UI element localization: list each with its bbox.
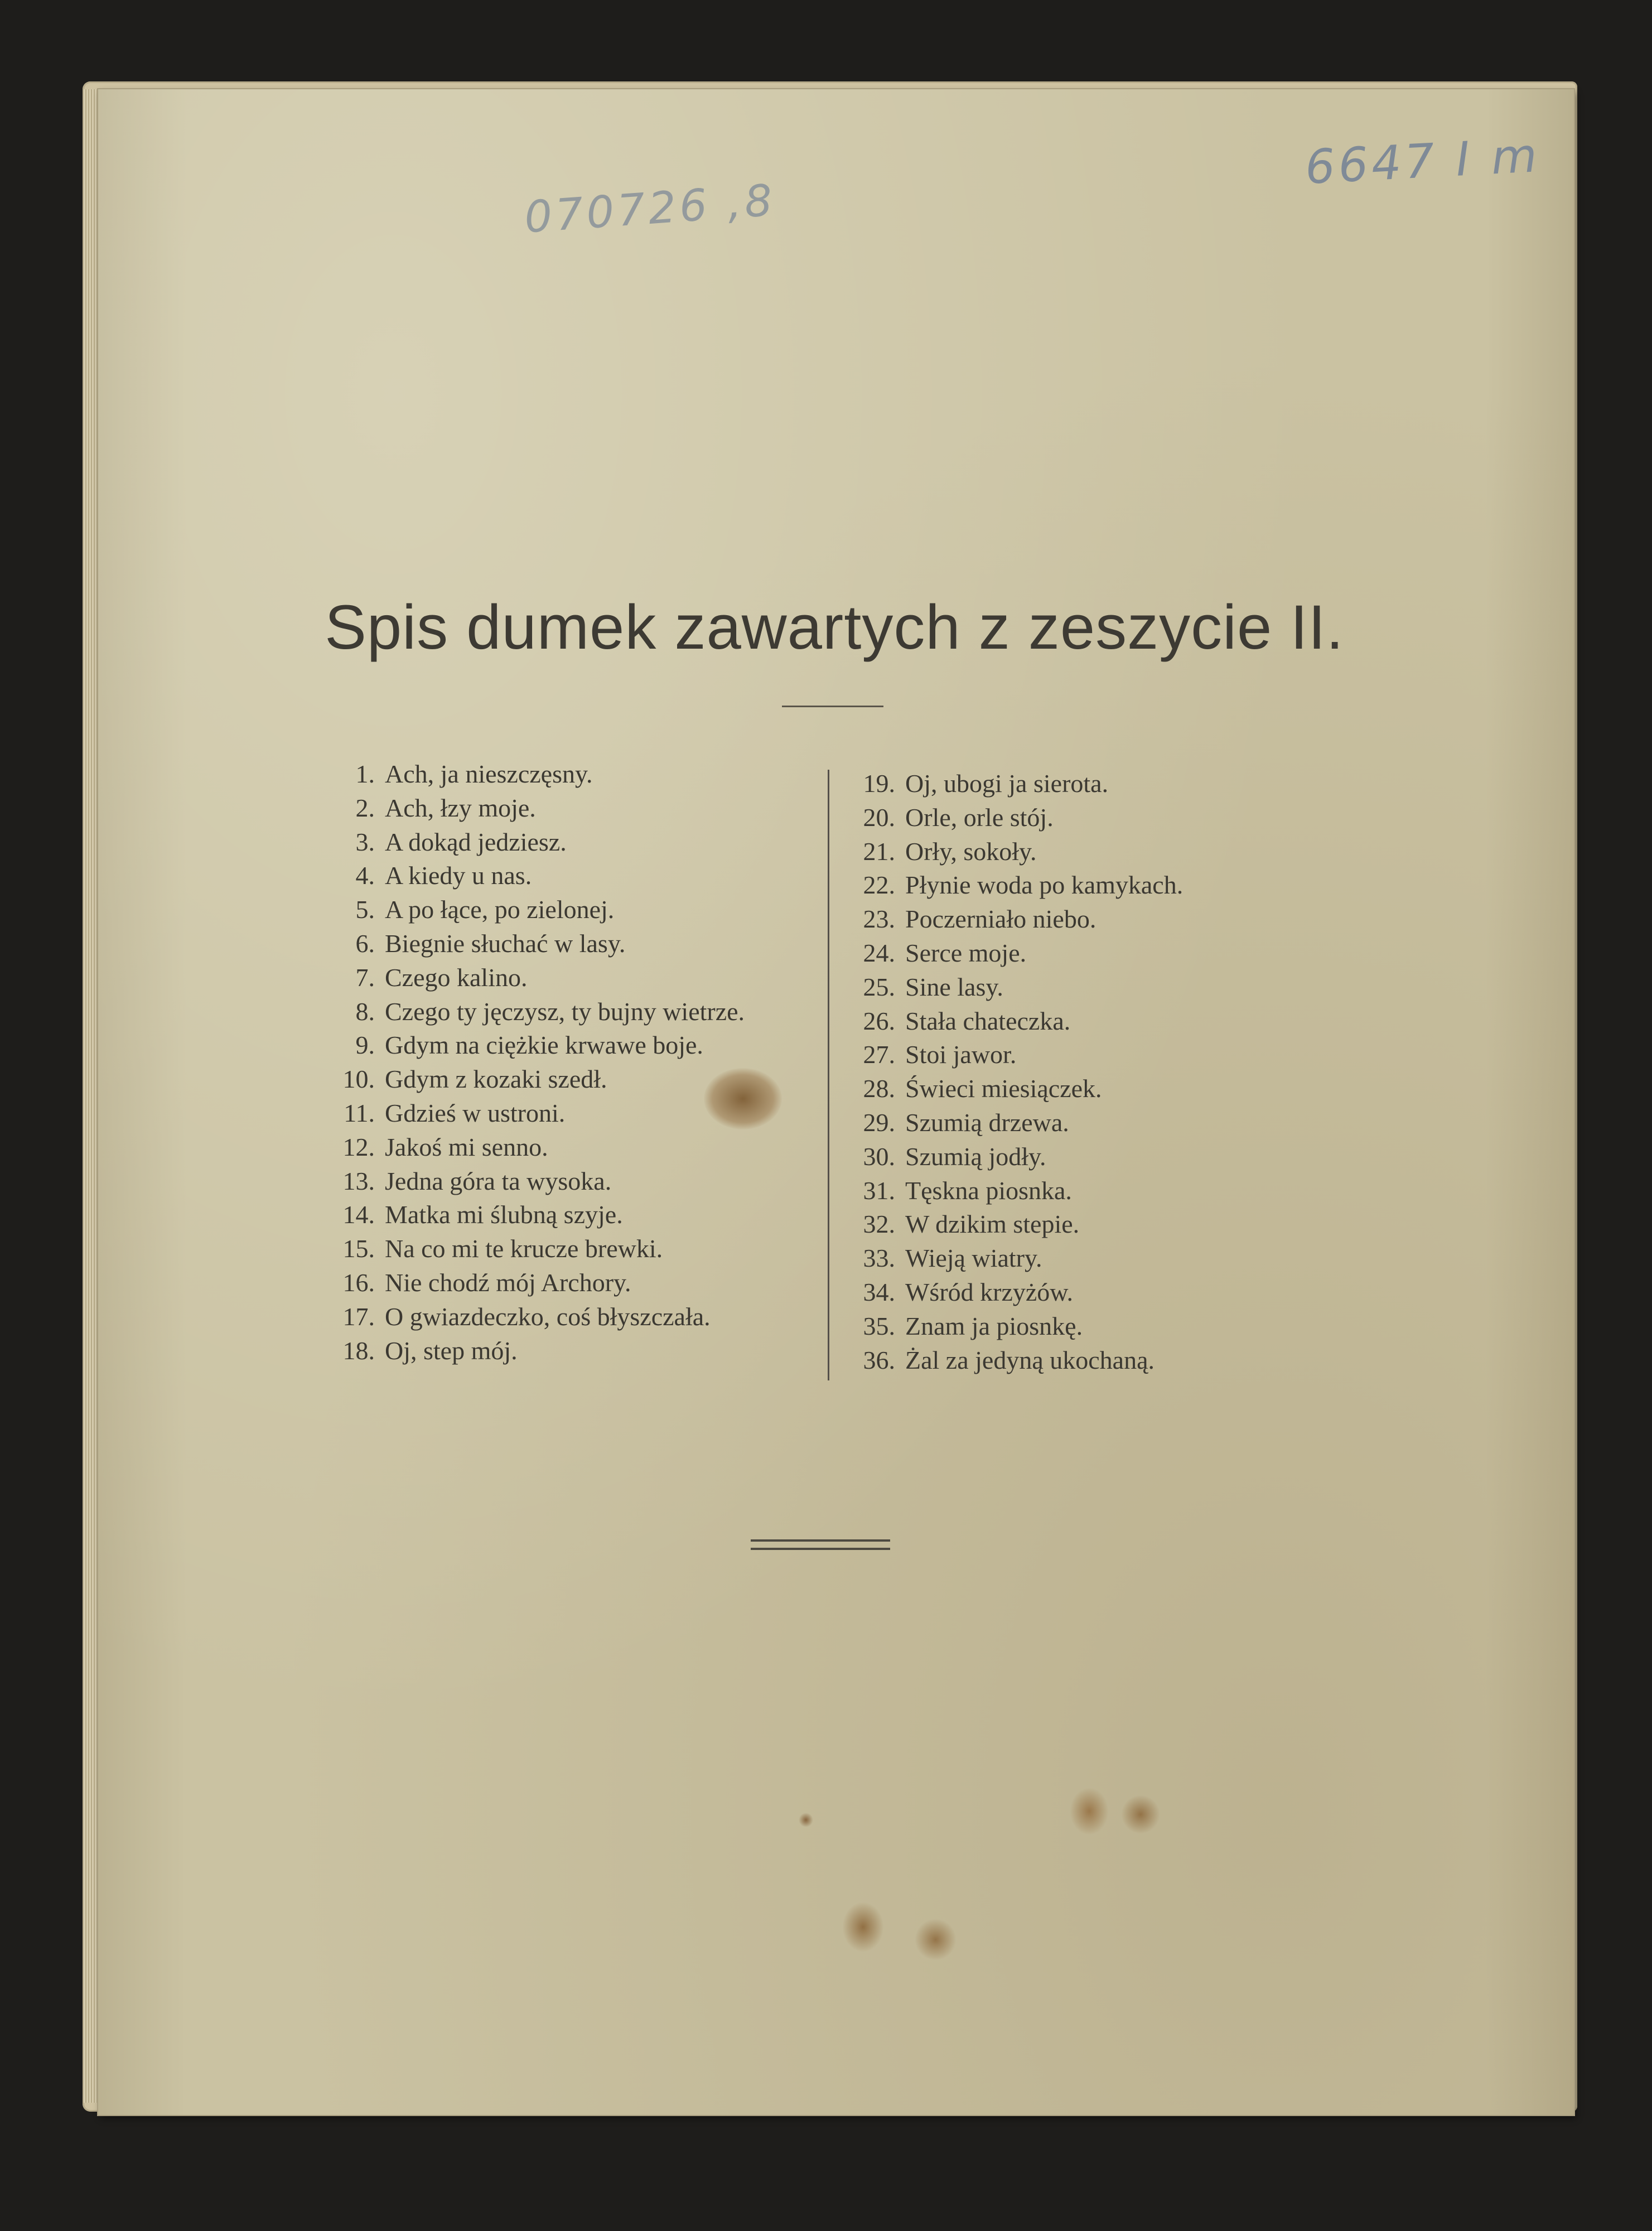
item-number: 9. [355,1031,375,1060]
foxing-stain [1070,1788,1109,1835]
item-number: 23. [863,905,895,934]
list-item [312,757,745,791]
item-number: 30. [863,1142,895,1171]
item-number: 22. [863,871,895,900]
item-title: Ach, ja nieszczęsny. [385,760,593,788]
foxing-stain [1121,1795,1160,1834]
item-title: Wieją wiatry. [905,1244,1042,1273]
item-title: A dokąd jedziesz. [385,827,567,856]
list-item [312,1165,745,1199]
item-title: Oj, ubogi ja sierota. [905,769,1109,798]
item-number: 21. [863,837,895,866]
list-item [312,859,745,893]
item-title: Poczerniało niebo. [905,905,1096,934]
item-number: 28. [863,1074,895,1103]
list-item [312,791,745,825]
item-title: Jakoś mi senno. [385,1132,548,1161]
list-item [312,1063,745,1097]
list-item [312,1232,745,1266]
item-title: Orły, sokoły. [905,837,1037,866]
item-title: Serce moje. [905,938,1027,967]
item-number: 10. [342,1065,375,1094]
page-title: Spis dumek zawartych z zeszycie II. [325,592,1344,662]
list-item [839,835,1183,869]
list-item [312,1131,745,1165]
item-title: Czego kalino. [385,963,528,992]
item-number: 14. [342,1200,375,1229]
item-title: Stoi jawor. [905,1040,1017,1069]
item-title: Biegnie słuchać w lasy. [385,929,626,958]
contents-list-right [839,767,1183,1377]
list-item [839,767,1183,801]
item-number: 31. [863,1176,895,1205]
list-item [312,927,745,961]
end-rule-upper [751,1539,890,1542]
list-item [839,1208,1183,1242]
item-number: 6. [355,929,375,958]
item-title: Znam ja piosnkę. [905,1311,1083,1340]
list-item [312,1334,745,1368]
list-item [839,1310,1183,1344]
item-number: 17. [342,1302,375,1331]
item-number: 1. [355,760,375,788]
item-title: Szumią jodły. [905,1142,1046,1171]
foxing-stain [842,1902,884,1952]
list-item [312,893,745,927]
item-title: Tęskna piosnka. [905,1176,1072,1205]
item-number: 33. [863,1244,895,1273]
item-number: 24. [863,938,895,967]
list-item [312,1266,745,1300]
item-number: 35. [863,1311,895,1340]
item-title: Stała chateczka. [905,1006,1071,1035]
list-item [312,1097,745,1131]
item-number: 16. [342,1268,375,1297]
list-item [839,1038,1183,1072]
list-item [839,1140,1183,1174]
item-number: 27. [863,1040,895,1069]
list-item [839,1276,1183,1310]
list-item [312,1198,745,1232]
item-title: Orle, orle stój. [905,803,1054,832]
list-item [839,902,1183,936]
item-number: 5. [355,895,375,924]
item-title: Oj, step mój. [385,1336,518,1365]
list-item [312,961,745,995]
item-title: Nie chodź mój Archory. [385,1268,631,1297]
handwritten-shelfmark: 6647 I m [1303,128,1542,195]
list-item [839,1072,1183,1106]
column-divider [828,770,829,1380]
item-number: 20. [863,803,895,832]
item-number: 8. [355,997,375,1026]
item-title: Gdzieś w ustroni. [385,1098,566,1127]
item-title: Szumią drzewa. [905,1108,1069,1137]
item-title: W dzikim stepie. [905,1210,1080,1239]
list-item [839,1174,1183,1208]
title-rule [782,706,883,707]
item-number: 13. [342,1166,375,1195]
item-number: 4. [355,861,375,890]
item-title: Czego ty jęczysz, ty bujny wietrze. [385,997,745,1026]
item-title: Matka mi ślubną szyje. [385,1200,623,1229]
foxing-stain [915,1919,957,1960]
item-number: 25. [863,972,895,1001]
list-item [839,1106,1183,1140]
item-number: 29. [863,1108,895,1137]
list-item [312,825,745,859]
list-item [312,1028,745,1063]
list-item [312,995,745,1029]
item-title: A po łące, po zielonej. [385,895,615,924]
contents-list-left [312,757,745,1368]
item-number: 12. [342,1132,375,1161]
item-title: Płynie woda po kamykach. [905,871,1184,900]
item-number: 36. [863,1345,895,1374]
list-item [839,801,1183,835]
item-number: 7. [355,963,375,992]
item-number: 34. [863,1277,895,1306]
item-title: Wśród krzyżów. [905,1277,1074,1306]
handwritten-inventory-number: 070726 ,8 [523,175,777,243]
item-number: 15. [342,1234,375,1263]
item-number: 18. [342,1336,375,1365]
item-title: Sine lasy. [905,972,1003,1001]
item-title: Na co mi te krucze brewki. [385,1234,663,1263]
item-number: 26. [863,1006,895,1035]
item-title: O gwiazdeczko, coś błyszczała. [385,1302,711,1331]
item-title: A kiedy u nas. [385,861,532,890]
item-number: 3. [355,827,375,856]
end-rule-lower [751,1548,890,1550]
list-item [312,1300,745,1334]
list-item [839,868,1183,902]
item-title: Świeci miesiączek. [905,1074,1102,1103]
foxing-stain [704,1068,782,1129]
item-title: Gdym na ciężkie krwawe boje. [385,1031,703,1060]
item-number: 2. [355,793,375,822]
list-item [839,1005,1183,1039]
list-item [839,970,1183,1005]
list-item [839,936,1183,970]
item-title: Gdym z kozaki szedł. [385,1065,607,1094]
item-number: 11. [344,1098,375,1127]
item-title: Ach, łzy moje. [385,793,536,822]
list-item [839,1344,1183,1378]
item-title: Żal za jedyną ukochaną. [905,1345,1155,1374]
item-title: Jedna góra ta wysoka. [385,1166,612,1195]
item-number: 32. [863,1210,895,1239]
item-number: 19. [863,769,895,798]
list-item [839,1242,1183,1276]
foxing-stain [799,1813,813,1827]
